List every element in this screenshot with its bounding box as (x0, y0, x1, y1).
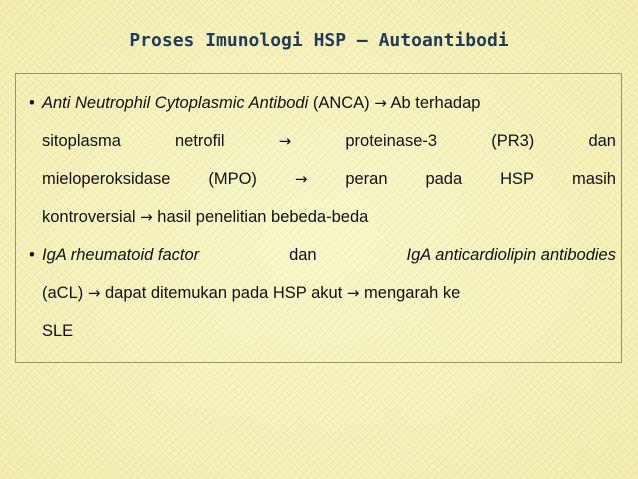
content-box (15, 73, 622, 363)
word: masih (571, 170, 616, 188)
bullet-dot: • (29, 246, 35, 264)
word: mieloperoksidase (42, 170, 171, 188)
arrow-icon: → (294, 170, 308, 188)
slide-title: Proses Imunologi HSP – Autoantibodi (129, 30, 509, 51)
anca-target: Ab terhadap (386, 94, 481, 112)
word: pada (425, 170, 463, 188)
arrow-icon: → (278, 132, 292, 150)
word: hasil penelitian bebeda-beda (152, 208, 369, 226)
arrow-icon: → (346, 284, 360, 302)
bullet2-line1 (29, 244, 616, 266)
bullet1-line4 (42, 206, 616, 228)
word: HSP (500, 170, 535, 188)
arrow-icon: → (374, 94, 387, 112)
arrow-icon: → (140, 208, 153, 226)
arrow-icon: → (87, 284, 101, 302)
word: mengarah ke (359, 284, 461, 302)
anca-term: Anti Neutrophil Cytoplasmic Antibodi (42, 94, 309, 112)
word: dan (289, 246, 317, 264)
anca-abbr: (ANCA) (308, 94, 375, 112)
bullet1-line3 (42, 168, 616, 190)
word: (aCL) (42, 284, 88, 302)
word: SLE (42, 322, 74, 340)
bullet1-line2 (42, 130, 616, 152)
bullet-dot: • (29, 94, 35, 112)
iga-rf-term: IgA rheumatoid factor (42, 246, 200, 264)
bullet1-line1 (29, 92, 480, 114)
iga-acl-term: IgA anticardiolipin antibodies (406, 246, 616, 264)
word: dapat ditemukan pada HSP akut (100, 284, 347, 302)
word: dan (588, 132, 616, 150)
word: (PR3) (491, 132, 535, 150)
word: netrofil (175, 132, 225, 150)
word: sitoplasma (42, 132, 121, 150)
word: kontroversial (42, 208, 141, 226)
word: peran (345, 170, 388, 188)
bullet2-line2 (42, 282, 616, 304)
word: (MPO) (208, 170, 257, 188)
bullet2-line3 (42, 320, 616, 342)
word: proteinase-3 (345, 132, 438, 150)
